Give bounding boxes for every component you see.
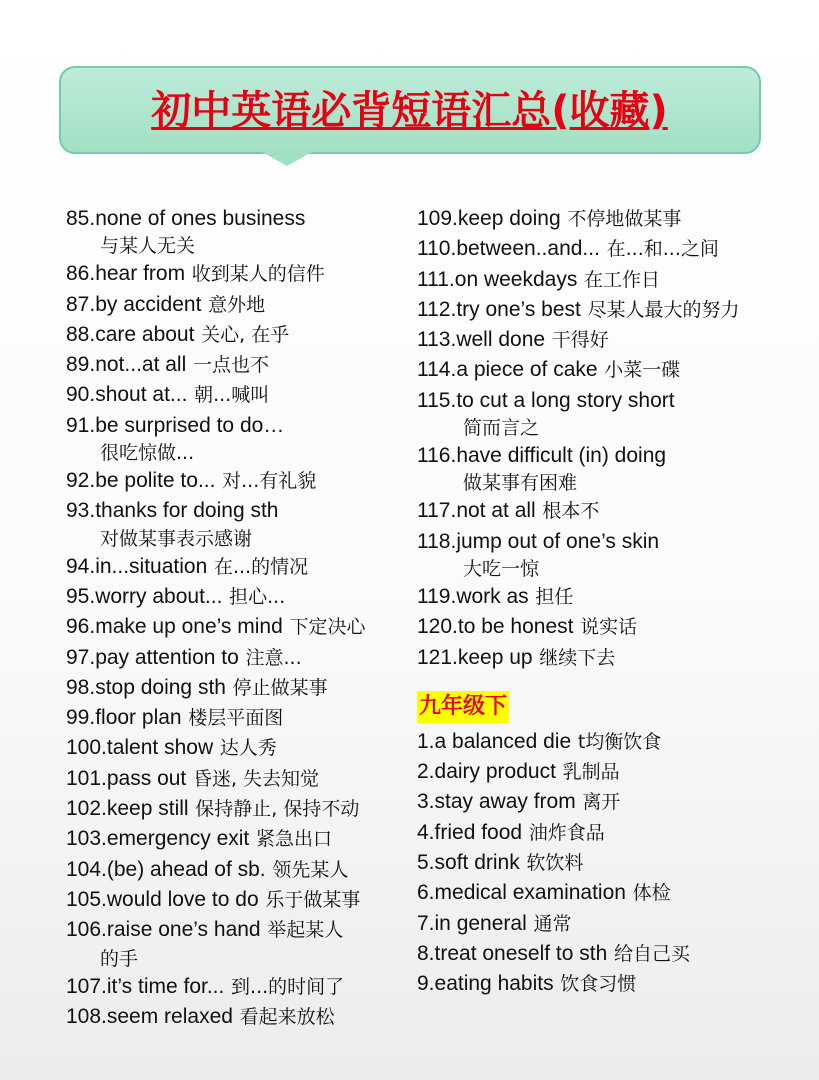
phrase-number: 117.	[417, 499, 457, 523]
phrase-english: not...at all	[95, 353, 187, 377]
section-heading: 九年级下	[417, 691, 509, 723]
phrase-item	[66, 855, 416, 885]
phrase-english: work as	[456, 584, 529, 608]
phrase-item	[66, 290, 416, 320]
phrase-item	[66, 1002, 416, 1032]
phrase-english: seem relaxed	[106, 1004, 233, 1028]
phrase-item	[66, 885, 416, 915]
phrase-number: 8.	[417, 941, 435, 965]
phrase-number: 3.	[417, 790, 435, 814]
phrase-chinese: 在工作日	[584, 268, 661, 291]
phrase-english: hear from	[95, 262, 186, 286]
phrase-number: 110.	[417, 237, 457, 261]
phrase-number: 97.	[66, 645, 96, 669]
phrase-item	[417, 969, 817, 999]
phrase-chinese: 停止做某事	[232, 676, 328, 699]
phrase-chinese: 尽某人最大的努力	[587, 298, 740, 321]
page-title: 初中英语必背短语汇总(收藏)	[151, 88, 668, 134]
phrase-chinese: 说实话	[580, 616, 638, 639]
phrase-chinese-continued: 简而言之	[463, 417, 540, 440]
phrase-number: 9.	[417, 972, 435, 996]
phrase-number: 119.	[417, 584, 457, 608]
phrase-item	[417, 265, 817, 295]
phrase-item	[66, 320, 416, 350]
phrase-chinese: 在...的情况	[213, 555, 309, 578]
phrase-item	[417, 612, 817, 642]
phrase-item	[66, 703, 416, 733]
phrase-item	[417, 909, 817, 939]
phrase-chinese: 继续下去	[539, 646, 616, 669]
phrase-chinese: 关心, 在乎	[201, 323, 290, 346]
phrase-english: raise one’s hand	[106, 918, 261, 942]
phrase-chinese: 乐于做某事	[265, 888, 361, 911]
phrase-number: 4.	[417, 820, 435, 844]
phrase-chinese-continued: 很吃惊做...	[100, 442, 195, 465]
phrase-english: to cut a long story short	[456, 388, 675, 412]
phrase-english: pass out	[106, 766, 187, 790]
phrase-number: 112.	[417, 297, 457, 321]
phrase-number: 92.	[66, 469, 96, 493]
phrase-english: to be honest	[457, 615, 574, 639]
phrase-english: a balanced die	[434, 729, 572, 753]
phrase-english: keep doing	[457, 207, 561, 230]
phrase-item	[417, 204, 817, 234]
phrase-chinese: 朝...喊叫	[194, 384, 270, 407]
phrase-english: in general	[434, 911, 527, 935]
phrase-item	[66, 643, 416, 673]
phrase-chinese: 对...有礼貌	[222, 470, 317, 493]
phrase-number: 118.	[417, 529, 457, 553]
phrase-number: 90.	[66, 383, 96, 407]
phrase-number: 114.	[417, 358, 457, 382]
phrase-chinese: 达人秀	[219, 737, 277, 760]
phrase-number: 88.	[66, 322, 96, 346]
phrase-english: on weekdays	[454, 267, 578, 291]
phrase-chinese: 体检	[632, 882, 671, 905]
phrase-english: have difficult (in) doing	[456, 444, 667, 468]
right-phrase-list	[417, 204, 817, 673]
phrase-chinese: 饮食习惯	[560, 973, 637, 996]
phrase-item	[417, 818, 817, 848]
phrase-english: treat oneself to sth	[434, 941, 608, 965]
phrase-chinese: t均衡饮食	[577, 730, 662, 753]
phrase-chinese: 小菜一碟	[604, 359, 681, 382]
phrase-chinese: 昏迷, 失去知觉	[192, 767, 320, 790]
phrase-item	[417, 878, 817, 908]
phrase-english: (be) ahead of sb.	[106, 857, 266, 881]
phrase-item	[66, 466, 416, 496]
phrase-english: be surprised to do…	[95, 413, 285, 437]
phrase-number: 6.	[417, 881, 435, 905]
phrase-number: 89.	[66, 353, 96, 377]
phrase-item	[66, 582, 416, 612]
phrase-number: 103.	[66, 827, 107, 851]
phrase-item	[66, 824, 416, 854]
section-phrase-list	[417, 727, 817, 1000]
phrase-number: 2.	[417, 760, 435, 784]
phrase-number: 105.	[66, 887, 107, 911]
phrase-chinese-continued: 对做某事表示感谢	[100, 527, 253, 550]
phrase-number: 121.	[417, 645, 458, 669]
phrase-item	[66, 915, 416, 945]
phrase-chinese: 领先某人	[272, 858, 349, 881]
banner-pointer	[262, 152, 312, 166]
phrase-item	[66, 350, 416, 380]
phrase-chinese: 油炸食品	[528, 821, 605, 844]
phrase-number: 113.	[417, 328, 457, 352]
phrase-english: fried food	[434, 820, 523, 844]
phrase-english: keep still	[106, 797, 189, 821]
phrase-chinese: 不停地做某事	[567, 208, 682, 230]
phrase-english: talent show	[106, 736, 214, 760]
phrase-chinese: 给自己买	[613, 942, 690, 965]
phrase-english: emergency exit	[106, 827, 250, 851]
phrase-item	[66, 259, 416, 289]
phrase-item	[417, 939, 817, 969]
phrase-item	[66, 411, 416, 440]
phrase-number: 120.	[417, 615, 458, 639]
phrase-number: 86.	[66, 262, 96, 286]
phrase-english: not at all	[456, 499, 536, 523]
phrase-english: stay away from	[434, 790, 576, 814]
phrase-english: stop doing sth	[95, 675, 226, 699]
phrase-chinese: 通常	[533, 912, 572, 935]
phrase-chinese-continued: 的手	[100, 947, 139, 970]
phrase-english: between..and...	[456, 237, 600, 261]
phrase-english: worry about...	[95, 584, 223, 608]
phrase-english: would love to do	[106, 887, 259, 911]
phrase-number: 116.	[417, 444, 457, 468]
phrase-item	[417, 234, 817, 264]
phrase-chinese: 保持静止, 保持不动	[195, 798, 360, 821]
phrase-chinese: 乳制品	[562, 761, 620, 784]
phrase-english: none of ones business	[95, 207, 306, 230]
phrase-item	[417, 441, 817, 470]
phrase-item	[66, 764, 416, 794]
phrase-chinese: 担心...	[229, 585, 286, 608]
phrase-item	[417, 325, 817, 355]
phrase-item	[66, 733, 416, 763]
phrase-item	[66, 794, 416, 824]
phrase-chinese: 软饮料	[526, 852, 584, 875]
phrase-number: 7.	[417, 911, 435, 935]
phrase-chinese: 根本不	[542, 500, 600, 523]
phrase-item	[417, 386, 817, 415]
phrase-item	[66, 972, 416, 1002]
phrase-number: 94.	[66, 554, 96, 578]
phrase-item	[417, 527, 817, 556]
phrase-item	[417, 582, 817, 612]
phrase-item	[66, 673, 416, 703]
phrase-number: 106.	[66, 918, 107, 942]
phrase-item	[417, 295, 817, 325]
phrase-chinese: 楼层平面图	[188, 707, 284, 730]
phrase-item	[417, 355, 817, 385]
right-column	[417, 204, 817, 1000]
phrase-item	[417, 727, 817, 757]
phrase-english: in...situation	[95, 554, 208, 578]
phrase-item	[66, 612, 416, 642]
phrase-chinese-continued: 与某人无关	[100, 235, 196, 258]
phrase-number: 93.	[66, 499, 96, 523]
phrase-number: 5.	[417, 851, 435, 875]
phrase-number: 115.	[417, 388, 457, 412]
phrase-english: try one’s best	[456, 297, 581, 321]
phrase-number: 102.	[66, 797, 107, 821]
phrase-english: it’s time for...	[106, 974, 225, 998]
phrase-item	[417, 643, 817, 673]
phrase-chinese: 举起某人	[267, 919, 344, 942]
phrase-english: thanks for doing sth	[95, 499, 279, 523]
phrase-english: dairy product	[434, 760, 556, 784]
phrase-chinese: 干得好	[551, 329, 609, 352]
phrase-english: make up one’s mind	[95, 615, 283, 639]
phrase-number: 1.	[417, 729, 435, 753]
phrase-item	[66, 496, 416, 525]
phrase-english: care about	[95, 322, 195, 346]
phrase-number: 98.	[66, 675, 96, 699]
phrase-number: 107.	[66, 974, 107, 998]
phrase-chinese: 看起来放松	[239, 1005, 335, 1028]
phrase-chinese: 下定决心	[289, 616, 366, 639]
phrase-english: medical examination	[434, 881, 626, 905]
phrase-english: pay attention to	[95, 645, 239, 669]
phrase-english: floor plan	[95, 706, 182, 730]
phrase-english: shout at...	[95, 383, 188, 407]
phrase-chinese: 一点也不	[192, 354, 269, 377]
phrase-english: well done	[456, 328, 546, 352]
phrase-english: keep up	[457, 645, 533, 669]
phrase-english: by accident	[95, 292, 202, 316]
phrase-item	[417, 787, 817, 817]
phrase-number: 96.	[66, 615, 96, 639]
phrase-chinese: 离开	[582, 791, 621, 814]
phrase-chinese: 在...和...之间	[606, 238, 719, 261]
phrase-chinese: 到...的时间了	[231, 975, 345, 998]
phrase-item	[417, 496, 817, 526]
phrase-item	[417, 757, 817, 787]
phrase-english: soft drink	[434, 851, 520, 875]
phrase-chinese: 意外地	[208, 293, 266, 316]
phrase-item	[66, 552, 416, 582]
phrase-chinese: 注意...	[245, 646, 302, 669]
phrase-number: 111.	[417, 267, 455, 291]
phrase-chinese: 收到某人的信件	[191, 263, 325, 286]
phrase-item	[66, 380, 416, 410]
phrase-number: 95.	[66, 584, 96, 608]
phrase-item	[417, 848, 817, 878]
phrase-english: jump out of one’s skin	[456, 529, 660, 553]
phrase-english: a piece of cake	[456, 358, 598, 382]
phrase-number: 100.	[66, 736, 107, 760]
phrase-english: be polite to...	[95, 469, 216, 493]
phrase-item	[66, 204, 416, 233]
phrase-english: eating habits	[434, 972, 554, 996]
phrase-chinese-continued: 做某事有困难	[463, 472, 578, 495]
phrase-number: 87.	[66, 292, 96, 316]
phrase-number: 108.	[66, 1004, 107, 1028]
phrase-number: 104.	[66, 857, 107, 881]
phrase-chinese: 担任	[535, 585, 574, 608]
phrase-number: 101.	[66, 766, 107, 790]
phrase-number: 91.	[66, 413, 96, 437]
phrase-chinese: 紧急出口	[255, 828, 332, 851]
phrase-number: 99.	[66, 706, 96, 730]
phrase-number: 85.	[66, 207, 96, 230]
phrase-number: 109.	[417, 207, 458, 230]
left-column	[66, 204, 416, 1032]
phrase-chinese-continued: 大吃一惊	[463, 557, 540, 580]
